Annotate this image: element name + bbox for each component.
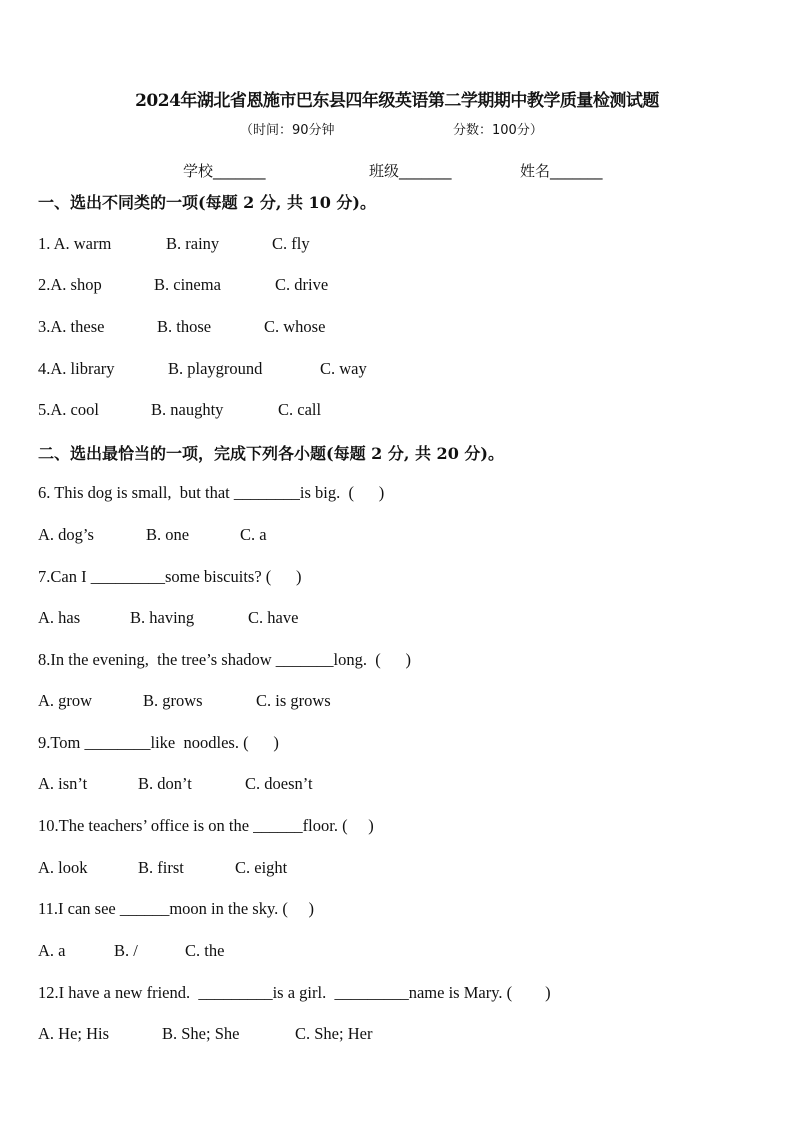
question-11: 11.I can see ______moon in the sky. ( ) <box>38 899 315 918</box>
option-c: C. doesn’t <box>245 774 313 793</box>
option-b: B. having <box>130 608 195 627</box>
option-a: 3.A. these <box>38 317 105 336</box>
option-a: A. grow <box>38 691 93 710</box>
option-a: 2.A. shop <box>38 275 102 294</box>
question-7: 7.Can I _________some biscuits? ( ) <box>38 567 302 586</box>
option-b: B. playground <box>168 359 263 378</box>
option-b: B. cinema <box>154 275 221 294</box>
question-12: 12.I have a new friend. _________is a girl. _________name is Mary. ( ) <box>38 983 551 1002</box>
school-field[interactable]: 学校_______ <box>183 162 266 180</box>
option-a: A. He; His <box>38 1024 110 1043</box>
option-c: C. way <box>320 359 367 378</box>
option-a: A. look <box>38 858 88 877</box>
option-b: B. rainy <box>166 234 220 253</box>
option-a: A. dog’s <box>38 525 94 544</box>
question-9: 9.Tom ________like noodles. ( ) <box>38 733 279 752</box>
option-b: B. / <box>114 941 138 960</box>
option-c: C. drive <box>275 275 329 294</box>
option-c: C. eight <box>235 858 288 877</box>
question-10: 10.The teachers’ office is on the ______floor. ( ) <box>38 816 374 835</box>
option-c: C. have <box>248 608 299 627</box>
option-a: 1. A. warm <box>38 234 112 253</box>
option-a: A. isn’t <box>38 774 88 793</box>
option-c: C. She; Her <box>295 1024 373 1043</box>
section-2-heading: 二、选出最恰当的一项，完成下列各小题(每题 2 分, 共 20 分)。 <box>38 444 504 463</box>
question-8: 8.In the evening, the tree’s shadow _______long. ( ) <box>38 650 412 669</box>
option-a: 5.A. cool <box>38 400 99 419</box>
option-c: C. is grows <box>256 691 331 710</box>
option-b: B. those <box>157 317 212 336</box>
option-b: B. grows <box>143 691 203 710</box>
option-b: B. naughty <box>151 400 224 419</box>
option-b: B. first <box>138 858 184 877</box>
option-c: C. call <box>278 400 322 419</box>
option-b: B. don’t <box>138 774 192 793</box>
option-c: C. a <box>240 525 267 544</box>
total-score: 分数：100分） <box>453 123 543 138</box>
option-a: 4.A. library <box>38 359 115 378</box>
option-c: C. fly <box>272 234 310 253</box>
option-b: B. She; She <box>162 1024 240 1043</box>
option-a: A. has <box>38 608 81 627</box>
class-field[interactable]: 班级_______ <box>369 162 452 180</box>
time-limit: （时间：90分钟 <box>240 123 335 138</box>
option-c: C. the <box>185 941 225 960</box>
name-field[interactable]: 姓名_______ <box>520 162 603 180</box>
option-c: C. whose <box>264 317 326 336</box>
exam-title: 2024年湖北省恩施市巴东县四年级英语第二学期期中教学质量检测试题 <box>135 91 659 111</box>
question-6: 6. This dog is small, but that ________is big. ( ) <box>38 483 385 502</box>
option-b: B. one <box>146 525 190 544</box>
option-a: A. a <box>38 941 66 960</box>
section-1-heading: 一、选出不同类的一项(每题 2 分, 共 10 分)。 <box>38 193 376 212</box>
